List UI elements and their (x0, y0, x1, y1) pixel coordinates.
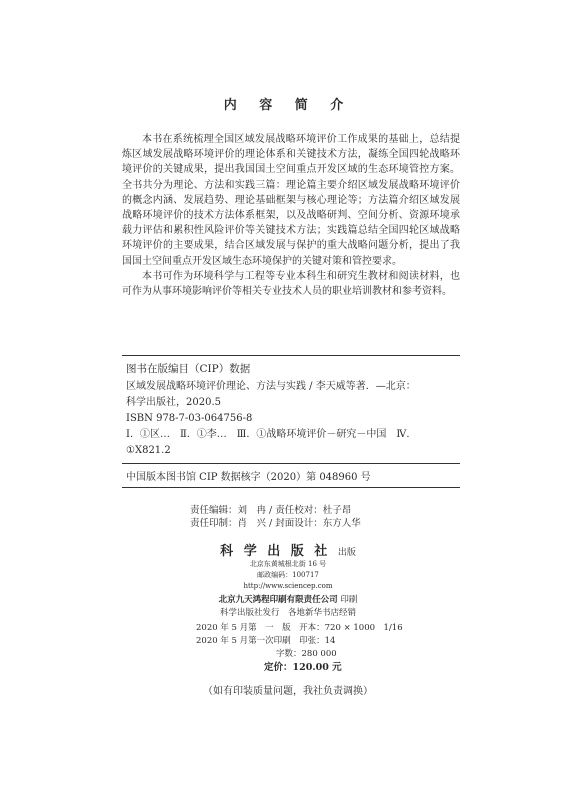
distribution-line: 科学出版社发行 各地新华书店经销 (219, 608, 356, 618)
publisher-website: http://www.sciencep.com (243, 582, 333, 590)
printer-name: 北京九天鸿程印刷有限责任公司 (218, 595, 338, 605)
intro-paragraph: 本书在系统梳理全国区域发展战略环境评价工作成果的基础上，总结提炼区域发展战略环境评价的理论体系和关键技术方法，凝练全国四轮战略环境评价的关键成果，提出我国国土空间重点开发区域的生态环境管控方案。全书共分为理论、方法和实践三篇：理论篇主要介绍区域发展战略环境评价的概念内涵、发展趋势、理论基础框架与核心理论等；方法篇介绍区域发展战略环境评价的技术方法体系框架，以及战略研判、空间分析、资源环境承载力评估和累积性风险评价等关键技术方法；实践篇总结全国四轮区域战略环境评价的主要成果，结合区域发展与保护的重大战略问题分析，提出了我国国土空间重点开发区域生态环境保护的关键对策和管控要求。 (122, 134, 460, 267)
cip-body (122, 379, 460, 459)
word-count: 字数：280 000 (276, 649, 337, 659)
cip-line: 科学出版社，2020.5 (126, 397, 221, 408)
publisher-suffix: 出版 (337, 548, 356, 558)
publisher-postcode: 邮政编码：100717 (257, 571, 319, 579)
intro-paragraph: 本书可作为环境科学与工程等专业本科生和研究生教材和阅读材料，也可作为从事环境影响评价等相关专业技术人员的职业培训教材和参考资料。 (122, 270, 460, 298)
cip-record-number: 中国版本图书馆 CIP 数据核字（2020）第 048960 号 (126, 472, 371, 483)
credits-production: 责任印制：肖 兴 / 封面设计：东方人华 (190, 518, 361, 529)
intro-section (122, 132, 460, 299)
cip-line: 区域发展战略环境评价理论、方法与实践 / 李天威等著．—北京： (126, 381, 416, 392)
publisher-address: 北京东黄城根北街 16 号 (249, 560, 327, 568)
edition-line: 2020 年 5 月第 一 版 开本：720 × 1000 1/16 (196, 623, 403, 633)
edition-block (196, 622, 436, 674)
cip-isbn: ISBN 978-7-03-064756-8 (126, 413, 253, 424)
printer-block (0, 594, 576, 620)
cip-classification: Ⅰ．①区… Ⅱ．①李… Ⅲ．①战略环境评价－研究－中国 Ⅳ． (126, 429, 417, 440)
cip-block (122, 355, 460, 488)
price: 定价：120.00 元 (264, 662, 342, 673)
publisher-logo-text (0, 540, 576, 559)
credits-editors: 责任编辑：刘 冉 / 责任校对：杜子昂 (190, 505, 352, 516)
cip-heading: 图书在版编目（CIP）数据 (126, 363, 251, 375)
publisher-block (0, 540, 576, 592)
printer-role: 印刷 (340, 595, 358, 605)
cip-bottom-rule (122, 487, 460, 488)
credits (190, 504, 410, 530)
publisher-name: 科 学 出 版 社 (220, 544, 331, 559)
quality-notice: （如有印装质量问题，我社负责调换） (203, 686, 373, 697)
cip-classification: ①X821.2 (126, 445, 171, 456)
printing-line: 2020 年 5 月第一次印刷 印张：14 (196, 636, 336, 646)
page-title: 内 容 简 介 (223, 98, 353, 113)
